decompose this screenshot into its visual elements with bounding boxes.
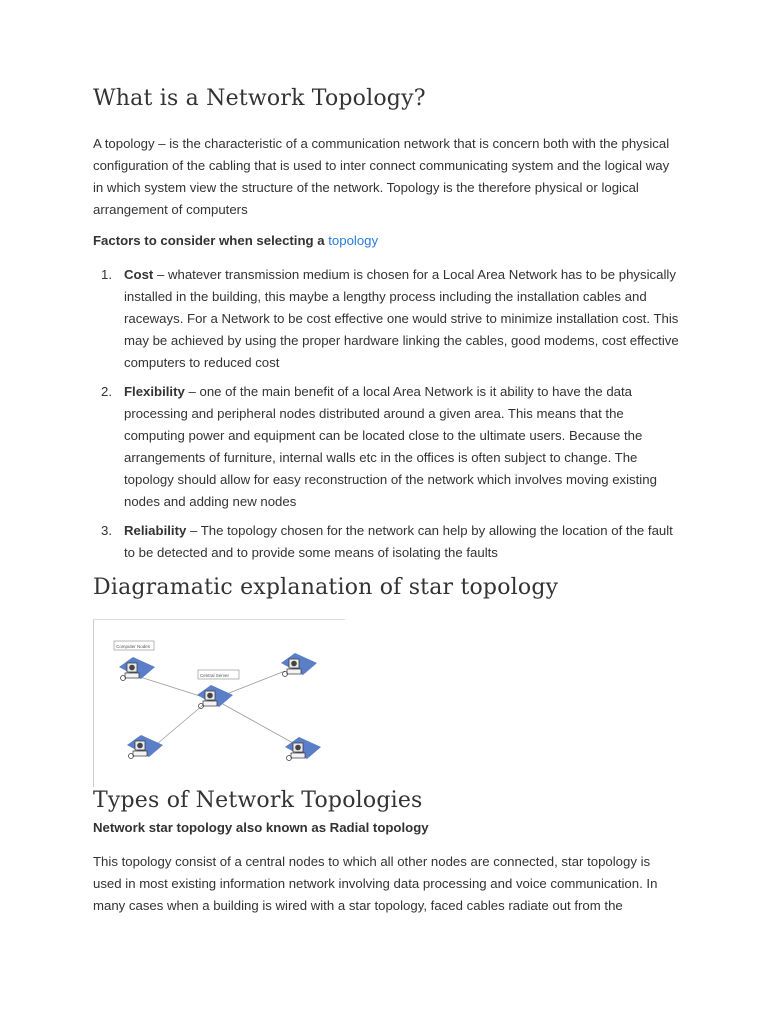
list-text: – whatever transmission medium is chosen for a Local Area Network has to be physically installed in the building, this maybe a lengthy process including the installation cables and raceways. For a Network to be cost effective one would strive to minimize installation cost. This may be achieved by using the proper hardware linking the cables, good modems, cost effective computers to reduced cost	[124, 267, 679, 370]
list-term: Reliability	[124, 523, 187, 538]
list-item	[93, 264, 683, 374]
types-heading: Types of Network Topologies	[93, 788, 423, 813]
factors-heading	[93, 233, 378, 248]
list-item	[93, 381, 683, 513]
page-title: What is a Network Topology?	[93, 86, 426, 111]
factors-list	[93, 264, 683, 571]
list-term: Cost	[124, 267, 154, 282]
star-topology-diagram	[93, 619, 345, 787]
list-number: 3.	[101, 523, 112, 538]
list-number: 2.	[101, 384, 112, 399]
topology-link[interactable]: topology	[328, 233, 379, 248]
star-subtitle: Network star topology also known as Radial topology	[93, 820, 429, 835]
nodes-label: Computer Nodes	[116, 644, 151, 649]
list-item	[93, 520, 683, 564]
list-text: – The topology chosen for the network can help by allowing the location of the fault to be detected and to provide some means of isolating the faults	[124, 523, 673, 560]
intro-paragraph: A topology – is the characteristic of a communication network that is concern both with the physical configuration of the cabling that is used to inter connect communicating system and the logical way in which system view the structure of the network. Topology is the therefore physical or logical arrangement of computers	[93, 136, 670, 217]
list-number: 1.	[101, 267, 112, 282]
diagram-heading: Diagramatic explanation of star topology	[93, 575, 559, 600]
list-term: Flexibility	[124, 384, 185, 399]
star-paragraph: This topology consist of a central nodes to which all other nodes are connected, star topology is used in most existing information network involving data processing and voice communication. In many cases when a building is wired with a star topology, faced cables radiate out from the	[93, 854, 658, 913]
server-label: Central Server	[200, 673, 230, 678]
list-text: – one of the main benefit of a local Area Network is it ability to have the data processing and peripheral nodes distributed around a given area. This means that the computing power and equipment can be located close to the ultimate users. Because the arrangements of furniture, internal walls etc in the offices is often subject to change. The topology should allow for easy reconstruction of the network which involves moving existing nodes and adding new nodes	[124, 384, 657, 509]
factors-prefix: Factors to consider when selecting a	[93, 233, 329, 248]
